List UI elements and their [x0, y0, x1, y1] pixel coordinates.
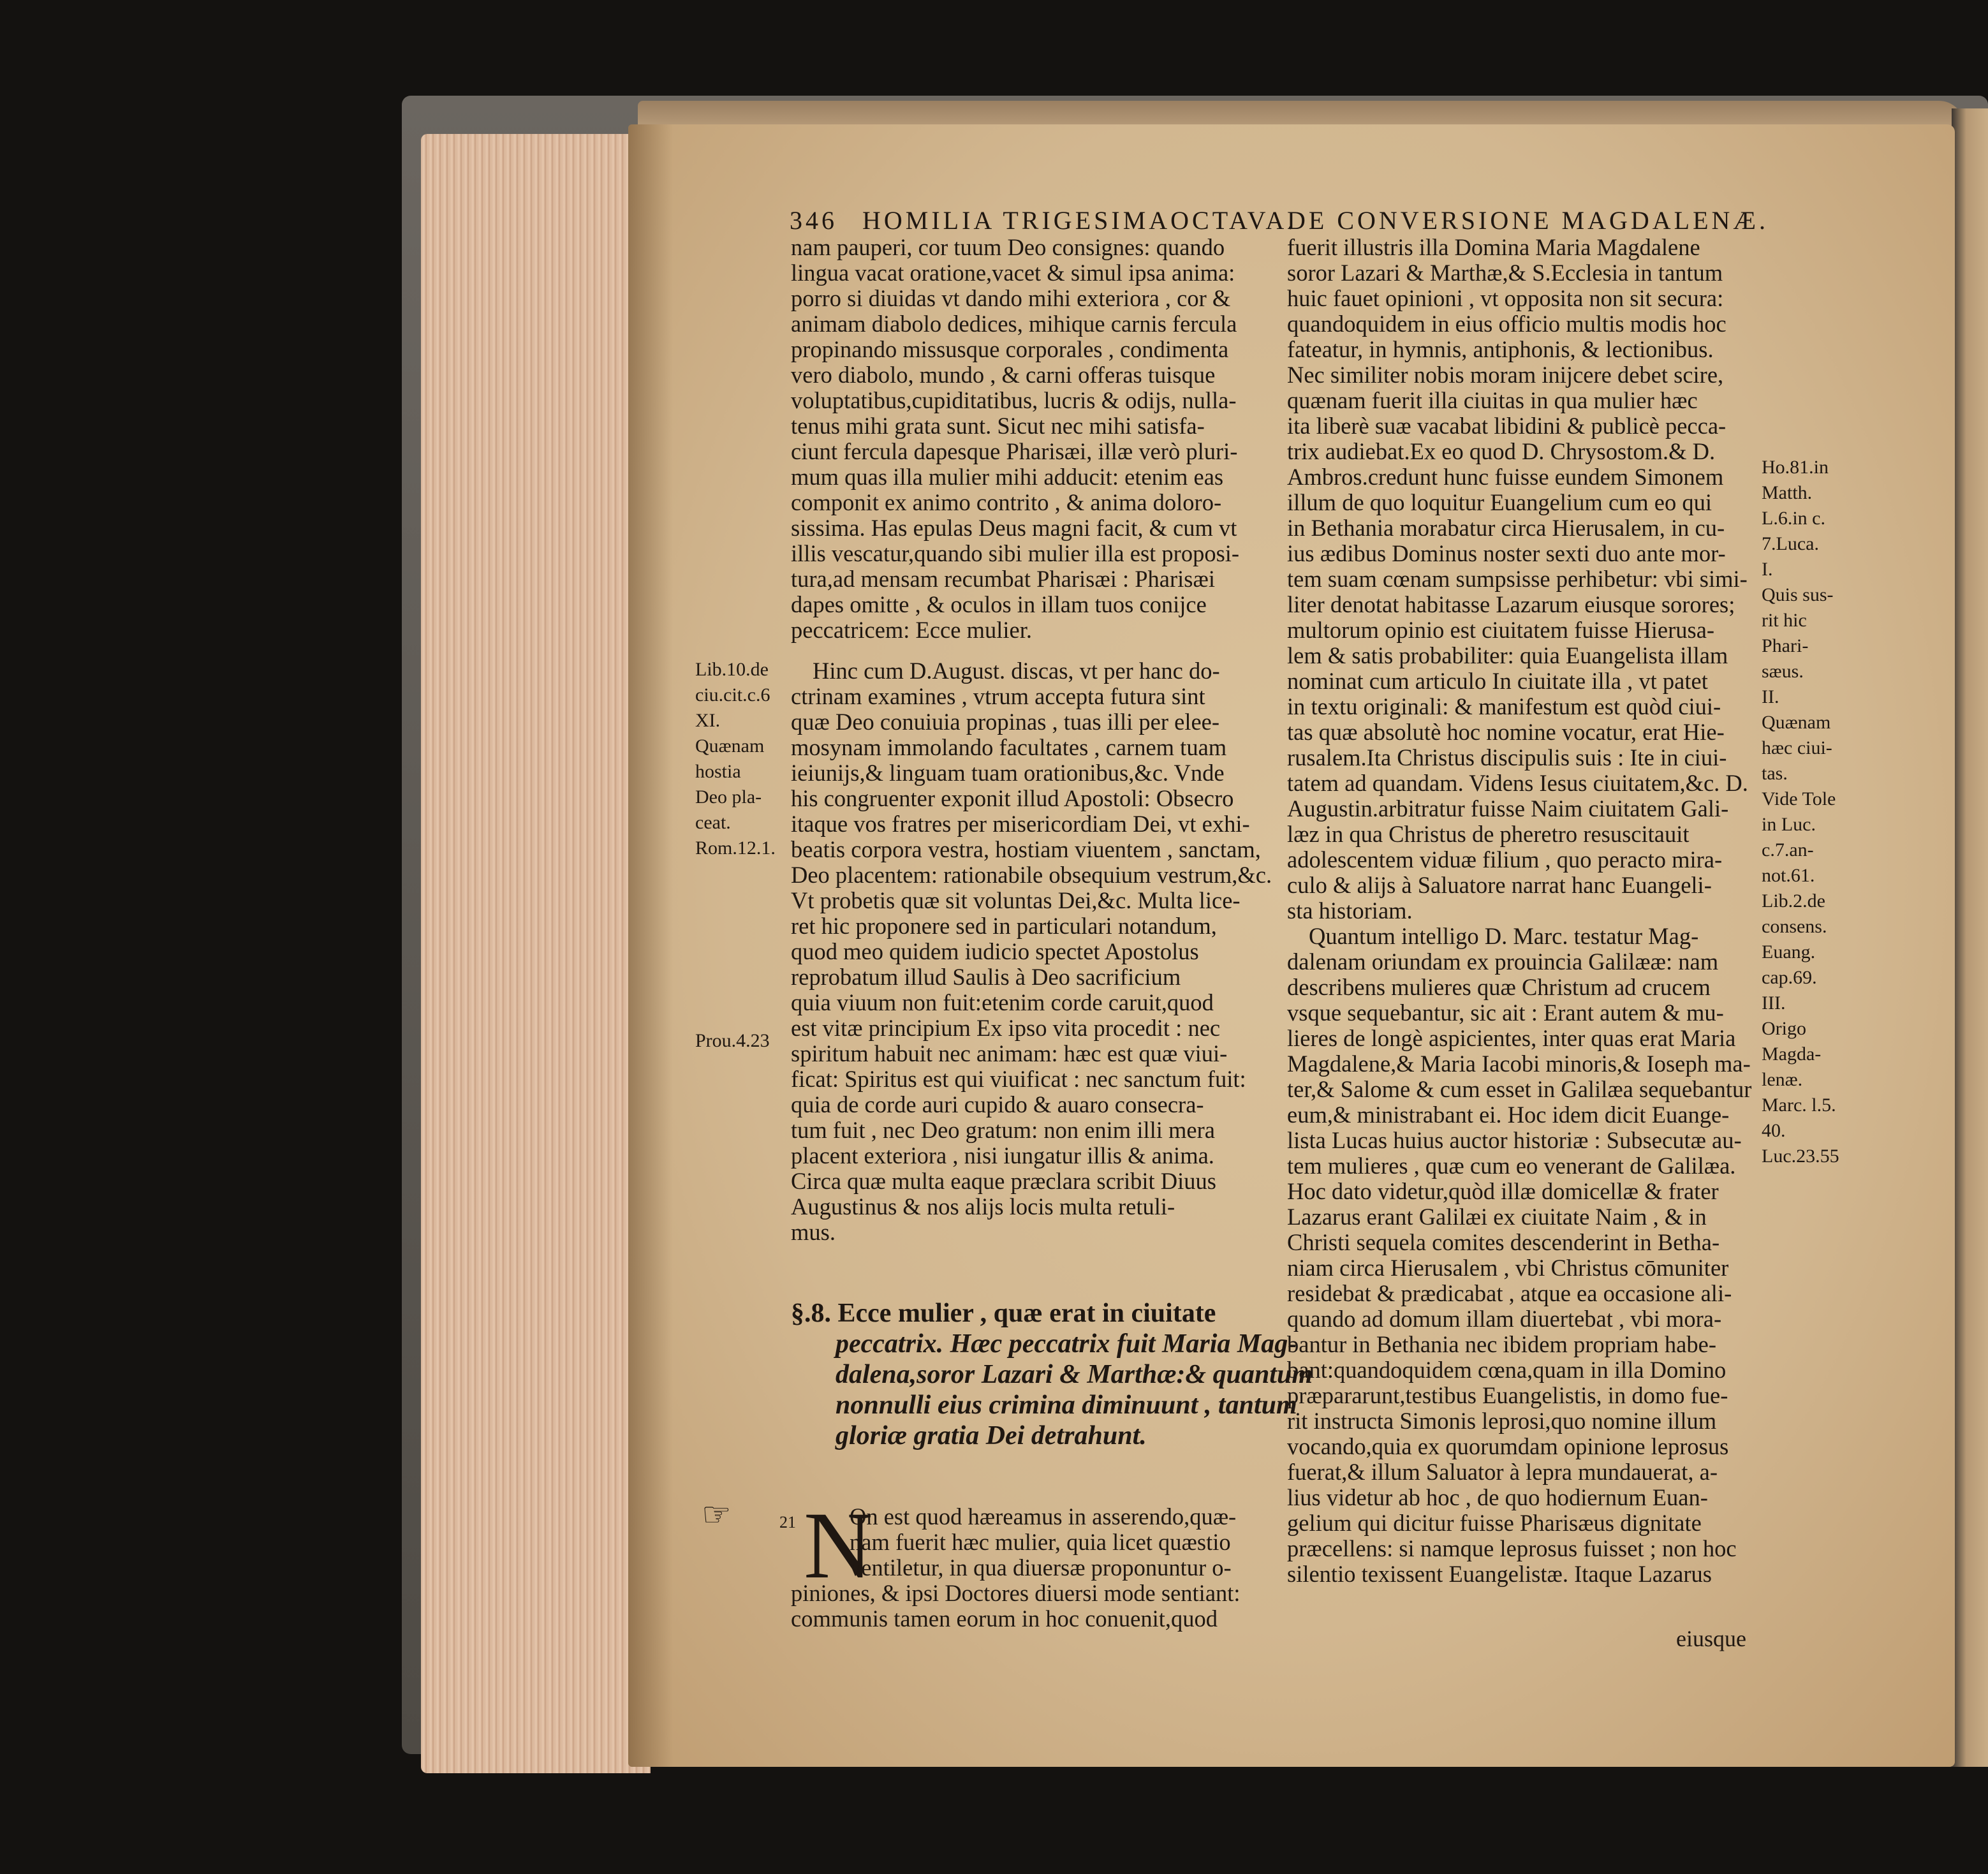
margin-note: Prou.4.23 — [695, 1030, 770, 1051]
text-line: quandoquidem in eius officio multis modis hoc — [1287, 311, 1727, 337]
text-line: Circa quæ multa eaque præclara scribit Diuus — [791, 1169, 1216, 1194]
text-line: residebat & prædicabat , atque ea occasione ali- — [1287, 1281, 1732, 1306]
text-line: ficat: Spiritus est qui viuificat : nec sanctum fuit: — [791, 1066, 1246, 1092]
text-line: itaque vos fratres per misericordiam Dei, vt exhi- — [791, 811, 1250, 837]
text-line: spiritum habuit nec animam: hæc est quæ viui- — [791, 1041, 1228, 1066]
margin-note: cap.69. — [1762, 967, 1817, 988]
margin-note: consens. — [1762, 916, 1827, 937]
text-line: trix audiebat.Ex eo quod D. Chrysostom.& D. — [1287, 439, 1716, 464]
text-line: multorum opinio est ciuitatem fuisse Hierusa- — [1287, 617, 1715, 643]
gutter-shadow — [628, 124, 673, 1767]
text-line: Hinc cum D.August. discas, vt per hanc do- — [813, 658, 1220, 684]
section-line: dalena,soror Lazari & Marthæ:& quantum — [836, 1360, 1313, 1389]
text-line: quia viuum non fuit:etenim corde caruit,quod — [791, 990, 1214, 1015]
text-line: rit instructa Simonis leprosi,quo nomine illum — [1287, 1408, 1717, 1434]
text-line: lista Lucas huius auctor historiæ : Subsecutæ au- — [1287, 1128, 1742, 1153]
text-line: tum fuit , nec Deo gratum: non enim illi mera — [791, 1118, 1215, 1143]
right-column — [1287, 235, 1756, 1587]
text-line: ret hic proponere sed in particulari notandum, — [791, 913, 1217, 939]
margin-note: Deo pla- — [695, 786, 762, 808]
margin-note: c.7.an- — [1762, 839, 1814, 860]
text-line: tas quæ absolutè hoc nomine vocatur, erat Hie- — [1287, 719, 1725, 745]
page-number: 346 — [790, 206, 837, 235]
section-heading — [791, 1298, 1313, 1451]
drop-cap: N — [804, 1493, 873, 1598]
running-title-left: HOMILIA TRIGESIMAOCTAVA. — [862, 206, 1297, 235]
text-line: lem & satis probabiliter: quia Euangelista illam — [1287, 643, 1728, 668]
text-line: placent exteriora , nisi iungatur illis & anima. — [791, 1143, 1214, 1169]
margin-note: Vide Tole — [1762, 788, 1836, 809]
text-line: tenus mihi grata sunt. Sicut nec mihi satisfa- — [791, 413, 1205, 439]
text-line: bantur in Bethania nec ibidem propriam habe- — [1287, 1332, 1716, 1357]
margin-note: III. — [1762, 992, 1786, 1014]
text-line: in Bethania morabatur circa Hierusalem, in cu- — [1287, 515, 1725, 541]
text-line: bant:quandoquidem cœna,quam in illa Domino — [1287, 1357, 1727, 1383]
margin-note: ceat. — [695, 812, 731, 833]
text-line: ctrinam examines , vtrum accepta futura sint — [791, 684, 1205, 709]
section-line: peccatrix. Hæc peccatrix fuit Maria Mag- — [836, 1329, 1297, 1359]
text-line: lieres de longè aspicientes, inter quas erat Maria — [1287, 1026, 1736, 1051]
left-column-opening — [791, 235, 1276, 643]
text-line: mum quas illa mulier mihi adducit: etenim eas — [791, 464, 1224, 490]
text-line: gelium qui dicitur fuisse Pharisæus dignitate — [1287, 1510, 1702, 1536]
margin-note: Lib.10.de — [695, 659, 769, 680]
text-line: beatis corpora vestra, hostiam viuentem , sanctam, — [791, 837, 1261, 862]
margin-note: Phari- — [1762, 635, 1809, 656]
text-line: porro si diuidas vt dando mihi exteriora , cor & — [791, 286, 1231, 311]
text-line: Quantum intelligo D. Marc. testatur Mag- — [1309, 924, 1699, 949]
margin-note: tas. — [1762, 763, 1788, 784]
margin-note: XI. — [695, 710, 721, 731]
text-line: On est quod hæreamus in asserendo,quæ- — [850, 1504, 1237, 1530]
margin-note: 7.Luca. — [1762, 533, 1819, 554]
margin-notes-left-2 — [695, 1028, 791, 1054]
text-line: ventiletur, in qua diuersæ proponuntur o- — [850, 1555, 1232, 1581]
text-line: mus. — [791, 1220, 836, 1245]
text-line: ius ædibus Dominus noster sexti duo ante mor- — [1287, 541, 1726, 566]
text-line: quando ad domum illam diuertebat , vbi mora- — [1287, 1306, 1722, 1332]
text-line: vsque sequebantur, sic ait : Erant autem & mu- — [1287, 1000, 1724, 1026]
margin-note: I. — [1762, 559, 1773, 580]
text-line: nam fuerit hæc mulier, quia licet quæstio — [850, 1530, 1231, 1555]
margin-note: Quænam — [1762, 712, 1831, 733]
text-line: sissima. Has epulas Deus magni facit, & cum vt — [791, 515, 1237, 541]
text-line: Lazarus erant Galilæi ex ciuitate Naim , & in — [1287, 1204, 1707, 1230]
text-line: Magdalene,& Maria Iacobi minoris,& Ioseph ma- — [1287, 1051, 1751, 1077]
text-line: præpararunt,testibus Euangelistis, in domo fue- — [1287, 1383, 1728, 1408]
margin-note: rit hic — [1762, 610, 1807, 631]
margin-note: Origo — [1762, 1018, 1806, 1039]
text-line: lingua vacat oratione,vacet & simul ipsa anima: — [791, 260, 1235, 286]
catchword: eiusque — [1676, 1626, 1746, 1651]
text-line: mosynam immolando facultates , carnem tuam — [791, 735, 1227, 760]
margin-note: hostia — [695, 761, 741, 782]
text-line: fuerit illustris illa Domina Maria Magdalene — [1287, 235, 1700, 260]
section-line: gloriæ gratia Dei detrahunt. — [836, 1421, 1147, 1450]
text-line: voluptatibus,cupiditatibus, lucris & odijs, nulla- — [791, 388, 1237, 413]
text-line: peccatricem: Ecce mulier. — [791, 617, 1032, 643]
text-line: Vt probetis quæ sit voluntas Dei,&c. Multa lice- — [791, 888, 1241, 913]
paragraph-number: 21 — [779, 1513, 796, 1531]
text-line: Augustinus & nos alijs locis multa retuli- — [791, 1194, 1175, 1220]
text-line: Augustin.arbitratur fuisse Naim ciuitatem Gali- — [1287, 796, 1729, 822]
margin-note: hæc ciui- — [1762, 737, 1832, 758]
margin-note: lenæ. — [1762, 1069, 1803, 1090]
margin-note: L.6.in c. — [1762, 508, 1825, 529]
margin-note: not.61. — [1762, 865, 1815, 886]
margin-note: Ho.81.in — [1762, 457, 1829, 478]
margin-note: Quis sus- — [1762, 584, 1834, 605]
text-line: tatem ad quandam. Videns Iesus ciuitatem,&c. D. — [1287, 771, 1748, 796]
text-line: adolescentem viduæ filium , quo peracto mira- — [1287, 847, 1723, 873]
section-line: nonnulli eius crimina diminuunt , tantum — [836, 1391, 1297, 1420]
text-line: fuerat,& illum Saluator à lepra mundauerat, a- — [1287, 1459, 1718, 1485]
text-line: culo & alijs à Saluatore narrat hanc Euangeli- — [1287, 873, 1712, 898]
margin-note: Euang. — [1762, 941, 1816, 963]
text-line: ieiunijs,& linguam tuam orationibus,&c. Vnde — [791, 760, 1225, 786]
margin-note: ciu.cit.c.6 — [695, 684, 770, 705]
margin-note: Magda- — [1762, 1044, 1822, 1065]
margin-note: Marc. l.5. — [1762, 1095, 1836, 1116]
text-line: lius videtur ab hoc , de quo hodiernum Euan- — [1287, 1485, 1708, 1510]
text-line: Nec similiter nobis moram inijcere debet scire, — [1287, 362, 1724, 388]
text-line: sta historiam. — [1287, 898, 1413, 924]
margin-note: II. — [1762, 686, 1779, 707]
text-line: ita liberè suæ vacabat libidini & publicè pecca- — [1287, 413, 1727, 439]
text-line: tem suam cœnam sumpsisse perhibetur: vbi simi- — [1287, 566, 1748, 592]
text-line: eum,& ministrabant ei. Hoc idem dicit Euange- — [1287, 1102, 1730, 1128]
text-line: tem mulieres , quæ cum eo venerant de Galilæa. — [1287, 1153, 1736, 1179]
manicule-icon: ☞ — [702, 1497, 732, 1533]
text-line: læz in qua Christus de pheretro resuscitauit — [1287, 822, 1690, 847]
text-line: quia de corde auri cupido & auaro consecra- — [791, 1092, 1204, 1118]
text-line: nominat cum articulo In ciuitate illa , vt patet — [1287, 668, 1708, 694]
left-column-closing-paragraph — [791, 1504, 1276, 1632]
text-line: animam diabolo dedices, mihique carnis fercula — [791, 311, 1237, 337]
text-line: quænam fuerit illa ciuitas in qua mulier hæc — [1287, 388, 1698, 413]
text-line: ciunt fercula dapesque Pharisæi, illæ verò pluri- — [791, 439, 1238, 464]
margin-note: Rom.12.1. — [695, 837, 776, 859]
text-line: propinando missusque corporales , condimenta — [791, 337, 1229, 362]
text-line: huic fauet opinioni , vt opposita non sit secura: — [1287, 286, 1724, 311]
text-line: dapes omitte , & oculos in illam tuos conijce — [791, 592, 1207, 617]
margin-note: Quænam — [695, 735, 765, 756]
margin-note: Matth. — [1762, 482, 1813, 503]
margin-note: sæus. — [1762, 661, 1804, 682]
section-line: §.8. Ecce mulier , quæ erat in ciuitate — [791, 1299, 1216, 1328]
text-line: est vitæ principium Ex ipso vita procedit : nec — [791, 1015, 1221, 1041]
text-line: illis vescatur,quando sibi mulier illa est proposi- — [791, 541, 1240, 566]
facing-page-edge — [1952, 108, 1988, 1767]
margin-notes-left-1 — [695, 657, 791, 861]
text-line: in textu originali: & manifestum est quòd ciui- — [1287, 694, 1721, 719]
running-title-right: DE CONVERSIONE MAGDALENÆ. — [1287, 206, 1769, 235]
page-edges — [421, 134, 651, 1773]
text-line: rusalem.Ita Christus discipulis suis : Ite in ciui- — [1287, 745, 1727, 771]
left-column-hinc-paragraph — [791, 658, 1276, 1245]
text-line: silentio texissent Euangelistæ. Itaque Lazarus — [1287, 1561, 1712, 1587]
text-line: Christi sequela comites descenderint in Betha- — [1287, 1230, 1720, 1255]
text-line: reprobatum illud Saulis à Deo sacrificium — [791, 964, 1181, 990]
text-line: fateatur, in hymnis, antiphonis, & lectionibus. — [1287, 337, 1714, 362]
text-line: Hoc dato videtur,quòd illæ domicellæ & frater — [1287, 1179, 1719, 1204]
margin-notes-right — [1762, 455, 1864, 1169]
text-line: quæ Deo conuiuia propinas , tuas illi per elee- — [791, 709, 1220, 735]
text-line: piniones, & ipsi Doctores diuersi mode sentiant: — [791, 1581, 1241, 1606]
text-line: quod meo quidem iudicio spectet Apostolus — [791, 939, 1199, 964]
text-line: his congruenter exponit illud Apostoli: Obsecro — [791, 786, 1234, 811]
text-line: præcellens: si namque leprosus fuisset ; non hoc — [1287, 1536, 1737, 1561]
text-line: tura,ad mensam recumbat Pharisæi : Pharisæi — [791, 566, 1215, 592]
text-line: ter,& Salome & cum esset in Galilæa sequebantur — [1287, 1077, 1752, 1102]
margin-note: Lib.2.de — [1762, 890, 1825, 911]
text-line: describens mulieres quæ Christum ad crucem — [1287, 975, 1711, 1000]
margin-note: in Luc. — [1762, 814, 1816, 835]
text-line: componit ex animo contrito , & anima doloro- — [791, 490, 1222, 515]
text-line: niam circa Hierusalem , vbi Christus cōmuniter — [1287, 1255, 1729, 1281]
text-line: vero diabolo, mundo , & carni offeras tuisque — [791, 362, 1216, 388]
text-line: Deo placentem: rationabile obsequium vestrum,&c. — [791, 862, 1272, 888]
text-line: communis tamen eorum in hoc conuenit,quod — [791, 1606, 1218, 1632]
text-line: liter denotat habitasse Lazarum eiusque sorores; — [1287, 592, 1735, 617]
text-line: illum de quo loquitur Euangelium cum eo qui — [1287, 490, 1712, 515]
text-line: soror Lazari & Marthæ,& S.Ecclesia in tantum — [1287, 260, 1723, 286]
text-line: dalenam oriundam ex prouincia Galilææ: nam — [1287, 949, 1719, 975]
margin-note: Luc.23.55 — [1762, 1146, 1839, 1167]
margin-note: 40. — [1762, 1120, 1786, 1141]
text-line: nam pauperi, cor tuum Deo consignes: quando — [791, 235, 1225, 260]
text-line: Ambros.credunt hunc fuisse eundem Simonem — [1287, 464, 1724, 490]
text-line: vocando,quia ex quorumdam opinione leprosus — [1287, 1434, 1729, 1459]
